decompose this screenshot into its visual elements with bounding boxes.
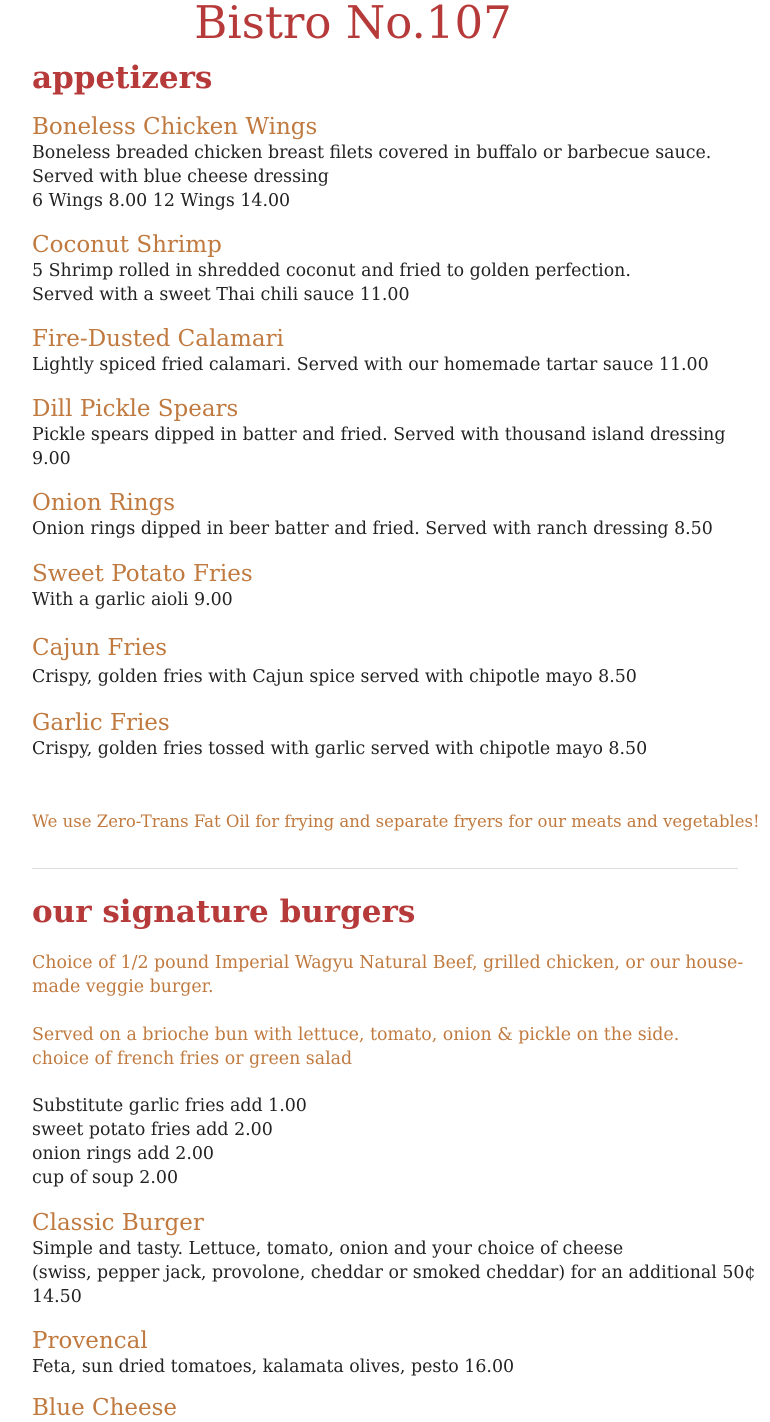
item-description bbox=[32, 517, 713, 541]
item-description bbox=[32, 353, 709, 377]
burgers-serving-info bbox=[32, 1023, 679, 1071]
burgers-serving-line: Served on a brioche bun with lettuce, tomato, onion & pickle on the side. bbox=[32, 1025, 680, 1045]
item-description bbox=[32, 1355, 514, 1379]
item-name: Garlic Fries bbox=[32, 710, 170, 736]
substitution-item: Substitute garlic fries add 1.00 bbox=[32, 1096, 307, 1116]
item-name: Classic Burger bbox=[32, 1210, 204, 1236]
item-description bbox=[32, 1237, 756, 1309]
item-name: Fire-Dusted Calamari bbox=[32, 326, 284, 352]
item-price-line: 6 Wings 8.00 12 Wings 14.00 bbox=[32, 191, 291, 211]
item-description bbox=[32, 141, 711, 213]
menu-item bbox=[32, 1327, 514, 1379]
burgers-intro bbox=[32, 951, 743, 999]
menu-item bbox=[32, 1209, 756, 1309]
item-description-line: Onion rings dipped in beer batter and fried. Served with ranch dressing 8.50 bbox=[32, 519, 713, 539]
burgers-heading: our signature burgers bbox=[32, 894, 416, 930]
item-description-line: Pickle spears dipped in batter and fried. Served with thousand island dressing bbox=[32, 425, 726, 445]
item-description bbox=[32, 423, 725, 471]
menu-item bbox=[32, 113, 711, 213]
frying-note: We use Zero-Trans Fat Oil for frying and separate fryers for our meats and vegetables! bbox=[32, 812, 760, 831]
item-description bbox=[32, 665, 637, 689]
item-description bbox=[32, 588, 253, 612]
item-description-line: With a garlic aioli 9.00 bbox=[32, 590, 233, 610]
item-description bbox=[32, 259, 631, 307]
item-name: Provencal bbox=[32, 1328, 148, 1354]
item-name: Sweet Potato Fries bbox=[32, 561, 253, 587]
menu-item bbox=[32, 709, 647, 761]
item-description-line: Lightly spiced fried calamari. Served with our homemade tartar sauce 11.00 bbox=[32, 355, 709, 375]
item-description-line: Served with blue cheese dressing bbox=[32, 167, 329, 187]
item-description-line: 5 Shrimp rolled in shredded coconut and fried to golden perfection. bbox=[32, 261, 631, 281]
restaurant-title: Bistro No.107 bbox=[194, 0, 512, 49]
item-description-line: (swiss, pepper jack, provolone, cheddar or smoked cheddar) for an additional 50¢ bbox=[32, 1263, 756, 1283]
item-description-line: Simple and tasty. Lettuce, tomato, onion and your choice of cheese bbox=[32, 1239, 624, 1259]
item-name: Blue Cheese bbox=[32, 1395, 178, 1421]
menu-item bbox=[32, 489, 713, 541]
menu-item bbox=[32, 634, 637, 689]
item-name: Dill Pickle Spears bbox=[32, 396, 239, 422]
menu-item bbox=[32, 325, 709, 377]
item-description-line: Crispy, golden fries with Cajun spice served with chipotle mayo 8.50 bbox=[32, 667, 637, 687]
section-divider bbox=[32, 868, 738, 869]
burgers-serving-line: choice of french fries or green salad bbox=[32, 1049, 353, 1069]
item-price-line: 14.50 bbox=[32, 1287, 82, 1307]
menu-item bbox=[32, 1394, 177, 1422]
appetizers-heading: appetizers bbox=[32, 60, 213, 96]
substitution-item: cup of soup 2.00 bbox=[32, 1168, 179, 1188]
item-name: Boneless Chicken Wings bbox=[32, 114, 318, 140]
substitution-item: sweet potato fries add 2.00 bbox=[32, 1120, 273, 1140]
menu-item bbox=[32, 231, 631, 307]
item-description-line: Crispy, golden fries tossed with garlic served with chipotle mayo 8.50 bbox=[32, 739, 648, 759]
menu-item bbox=[32, 395, 725, 471]
item-name: Coconut Shrimp bbox=[32, 232, 222, 258]
item-price-line: 9.00 bbox=[32, 449, 71, 469]
substitutions-list bbox=[32, 1094, 307, 1190]
item-description bbox=[32, 737, 647, 761]
substitution-item: onion rings add 2.00 bbox=[32, 1144, 214, 1164]
item-name: Onion Rings bbox=[32, 490, 176, 516]
burgers-intro-line: Choice of 1/2 pound Imperial Wagyu Natural Beef, grilled chicken, or our house- bbox=[32, 953, 744, 973]
item-name: Cajun Fries bbox=[32, 635, 168, 661]
item-description-line: Feta, sun dried tomatoes, kalamata olives, pesto 16.00 bbox=[32, 1357, 515, 1377]
item-description-line: Boneless breaded chicken breast filets covered in buffalo or barbecue sauce. bbox=[32, 143, 712, 163]
menu-item bbox=[32, 560, 253, 612]
item-description-line: Served with a sweet Thai chili sauce 11.00 bbox=[32, 285, 410, 305]
burgers-intro-line: made veggie burger. bbox=[32, 977, 214, 997]
